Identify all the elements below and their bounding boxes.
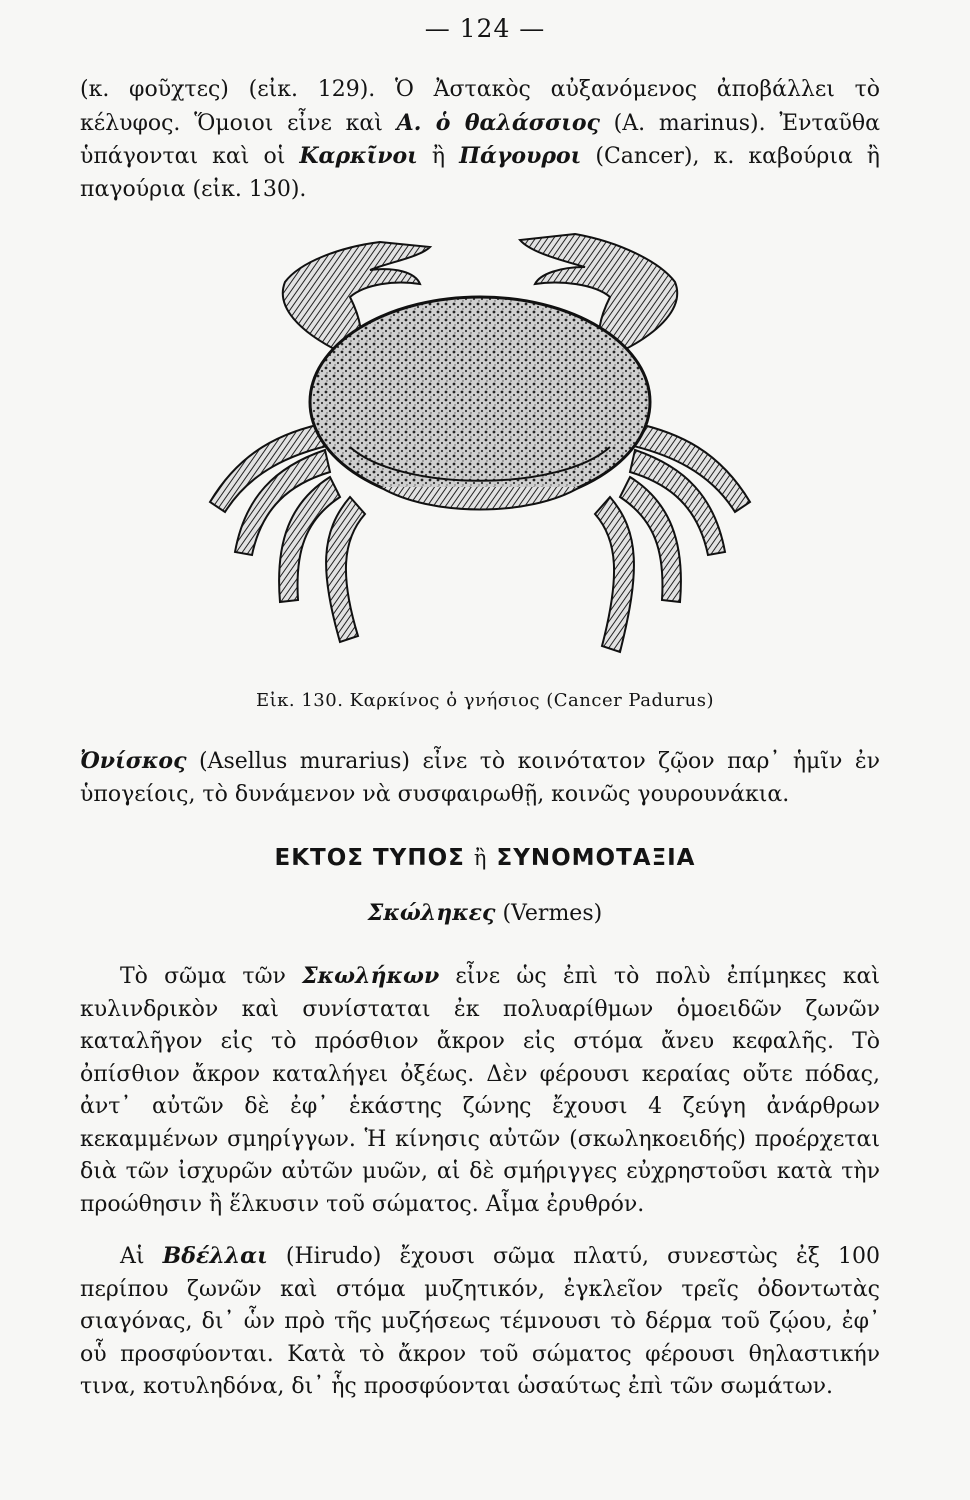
paragraph-lobster xyxy=(80,74,880,206)
crab-engraving xyxy=(180,222,780,682)
term-skolikon: Σκωλήκων xyxy=(302,963,440,989)
term-oniskos: Ὀνίσκος xyxy=(80,748,187,774)
text-run: (A. marinus). Ἐνταῦθα ὑπάγονται καὶ οἱ xyxy=(80,110,880,169)
section-title-right: ΣΥΝΟΜΟΤΑΞΙΑ xyxy=(496,845,696,871)
text-run: (Cancer), κ. καβούρια ἢ παγούρια (εἰκ. 130). xyxy=(80,144,880,202)
text-run: ἢ xyxy=(417,144,460,169)
subsection-latin: (Vermes) xyxy=(502,901,603,926)
text-run: (Hirudo) ἔχουσι σῶμα πλατύ, συνεστὼς ἐξ 100 περίπου ζωνῶν καὶ στόμα μυζητικόν, ἐγκλεῖον τρεῖς ὀδοντωτὰς σιαγόνας, δι᾽ ὧν πρὸ τῆς μυζήσεως τέμνουσι τὸ δέρμα τοῦ ζῴου, ἐφ᾽ οὗ προσφύονται. Κατὰ τὸ ἄκρον τοῦ σώματος φέρουσι θηλαστικήν τινα, κοτυληδόνα, δι᾽ ἧς προσφύονται ὡσαύτως ἐπὶ τῶν σωμάτων. xyxy=(80,1244,881,1399)
text-run: (Asellus murarius) εἶνε τὸ κοινότατον ζῷον παρ᾽ ἡμῖν ἐν ὑπογείοις, τὸ δυνάμενον νὰ συσφαιρωθῇ, κοινῶς γουρουνάκια. xyxy=(80,749,880,807)
text-run: Τὸ σῶμα τῶν xyxy=(120,964,303,989)
section-title xyxy=(0,845,970,871)
carapace xyxy=(310,297,650,507)
paragraph-worms xyxy=(80,960,880,1221)
term-bdellai: Βδέλλαι xyxy=(162,1243,268,1269)
text-run: Αἱ xyxy=(120,1244,163,1269)
term-karkinoi: Καρκῖνοι xyxy=(299,143,418,169)
text-run: εἶνε ὡς ἐπὶ τὸ πολὺ ἐπίμηκες καὶ κυλινδρικὸν καὶ συνίσταται ἐκ πολυαρίθμων ὁμοειδῶν ζωνῶν καταλῆγον εἰς τὸ πρόσθιον ἄκρον εἰς στόμα ἄνευ κεφαλῆς. Τὸ ὀπίσθιον ἄκρον καταλήγει ὀξέως. Δὲν φέρουσι κεραίας οὔτε πόδας, ἀντ᾽ αὐτῶν δὲ ἐφ᾽ ἑκάστης ζώνης ἔχουσι 4 ζεύγη ἀνάρθρων κεκαμμένων σμηρίγγων. Ἡ κίνησις αὐτῶν (σκωληκοειδής) προέρχεται διὰ τῶν ἰσχυρῶν αὐτῶν μυῶν, αἱ δὲ σμήριγγες εὐχρηστοῦσι κατὰ τὴν προώθησιν ἢ ἕλκυσιν τοῦ σώματος. Αἷμα ἐρυθρόν. xyxy=(80,964,881,1217)
section-title-conj: ἢ xyxy=(473,846,488,870)
figure-caption: Εἰκ. 130. Καρκίνος ὁ γνήσιος (Cancer Padurus) xyxy=(255,690,715,711)
subsection-title xyxy=(0,900,970,926)
term-homarus: Α. ὁ θαλάσσιος xyxy=(396,109,600,136)
subsection-name: Σκώληκες xyxy=(367,900,496,926)
crab-illustration xyxy=(180,222,780,682)
text-run: (κ. φοῦχτες) (εἰκ. 129). Ὁ Ἀστακὸς αὐξανόμενος ἀποβάλλει τὸ κέλυφος. Ὅμοιοι εἶνε καὶ xyxy=(80,77,880,136)
paragraph-leeches xyxy=(80,1240,880,1404)
paragraph-oniskos xyxy=(80,745,880,811)
section-title-left: ΕΚΤΟΣ ΤΥΠΟΣ xyxy=(274,845,465,871)
page-number: — 124 — xyxy=(424,14,546,43)
term-pagouroi: Πάγουροι xyxy=(459,143,582,169)
